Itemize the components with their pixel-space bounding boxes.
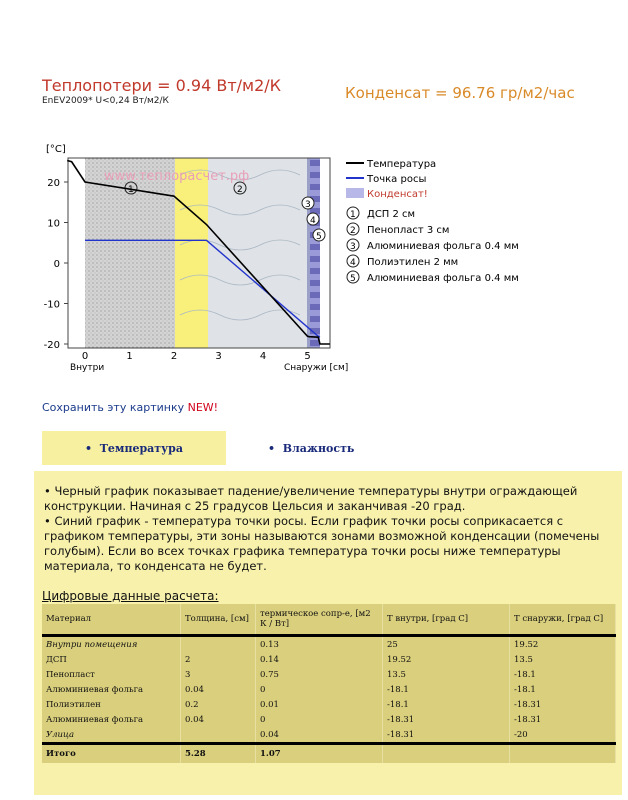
table-row-total [42, 744, 616, 764]
table-cell: -18.1 [510, 682, 616, 697]
col-material: Материал [42, 604, 181, 636]
chart-unit: [°C] [46, 144, 66, 155]
y-tick-label: -20 [43, 340, 60, 351]
x-tick-label: 3 [215, 351, 222, 362]
table-cell: -18.31 [383, 727, 510, 744]
tab-humidity[interactable]: • Влажность [268, 441, 355, 455]
legend-layer-label: Алюминиевая фольга 0.4 мм [367, 273, 519, 284]
table-cell [181, 727, 256, 744]
table-cell: 0 [256, 682, 383, 697]
svg-text:2: 2 [237, 185, 243, 195]
table-row [42, 712, 616, 727]
col-t-inside: Т внутри, [град С] [383, 604, 510, 636]
legend-layer-2 [347, 223, 449, 236]
x-label-outside: Снаружи [см] [284, 363, 349, 373]
info-panel [34, 471, 622, 795]
table-cell: 5.28 [181, 744, 256, 764]
table-cell [383, 744, 510, 764]
table-cell: -18.31 [510, 712, 616, 727]
y-tick-label: 10 [47, 218, 60, 230]
table-cell: 0.04 [181, 682, 256, 697]
table-cell: Улица [42, 727, 181, 744]
table-cell: Алюминиевая фольга [42, 682, 181, 697]
temperature-chart [0, 130, 628, 380]
table-cell: 19.52 [383, 652, 510, 667]
legend-layer-1 [347, 207, 415, 220]
legend-layer-label: Алюминиевая фольга 0.4 мм [367, 241, 519, 252]
tab-humidity-label[interactable]: Влажность [282, 441, 355, 455]
legend-layer-num: 5 [350, 274, 356, 284]
table-cell: 2 [181, 652, 256, 667]
table-cell: Алюминиевая фольга [42, 712, 181, 727]
table-cell: 1.07 [256, 744, 383, 764]
table-row [42, 697, 616, 712]
table-cell: Внутри помещения [42, 636, 181, 653]
x-tick-label: 5 [304, 351, 311, 362]
x-tick-label: 0 [81, 351, 89, 362]
info-paragraph-1: • Черный график показывает падение/увеличение температуры внутри ограждающей конструкции. Начиная с 25 градусов Цельсия и заканчивая -20 град. [44, 484, 578, 513]
table-cell: 0.04 [256, 727, 383, 744]
condensate-title: Конденсат = 96.76 гр/м2/час [345, 84, 575, 102]
norm-subtitle: EnEV2009* U<0,24 Вт/м2/К [42, 96, 169, 106]
table-cell: 0.13 [256, 636, 383, 653]
heat-loss-title: Теплопотери = 0.94 Вт/м2/К [42, 76, 282, 95]
svg-text:5: 5 [316, 232, 322, 242]
legend-condensate: Конденсат! [367, 189, 428, 200]
table-cell: 0.75 [256, 667, 383, 682]
y-tick-label: 20 [47, 178, 60, 189]
x-tick-label: 1 [126, 351, 133, 362]
x-tick-label: 2 [170, 351, 178, 362]
info-paragraph-2: • Синий график - температура точки росы. Если график точки росы соприкасается с графиком температуры, эти зоны называются зонами возможной конденсации (помечены голубым). Если во всех точках графика температура точки росы ниже температуры материала, то конденсата не будет. [44, 514, 600, 573]
table-row [42, 727, 616, 744]
table-cell: ДСП [42, 652, 181, 667]
x-tick-label: 4 [259, 351, 267, 362]
table-cell: Итого [42, 744, 181, 764]
calc-title: Цифровые данные расчета: [42, 589, 219, 603]
legend-temperature: Температура [367, 159, 437, 170]
legend-layer-label: Полиэтилен 2 мм [367, 257, 459, 268]
table-cell: 13.5 [510, 652, 616, 667]
table-cell: -18.1 [383, 697, 510, 712]
table-cell: 25 [383, 636, 510, 653]
svg-text:4: 4 [310, 216, 316, 226]
legend-layer-4 [347, 255, 458, 268]
legend [346, 159, 519, 284]
x-label-inside: Внутри [70, 363, 105, 373]
col-resistance: термическое сопр-е, [м2 К / Вт] [256, 604, 383, 636]
layer-foil [307, 158, 310, 348]
save-image-text[interactable]: Сохранить эту картинку [42, 401, 188, 414]
legend-layer-num: 3 [350, 242, 356, 252]
table-cell: Пенопласт [42, 667, 181, 682]
table-cell: 3 [181, 667, 256, 682]
table-cell: 0.2 [181, 697, 256, 712]
legend-layer-num: 4 [350, 258, 356, 268]
legend-dew-point: Точка росы [367, 174, 427, 185]
table-cell: Полиэтилен [42, 697, 181, 712]
calc-table [42, 604, 616, 763]
chart-watermark: www.теплорасчет.рф [104, 169, 250, 184]
table-cell [510, 744, 616, 764]
legend-layer-num: 1 [350, 210, 356, 220]
table-row [42, 667, 616, 682]
legend-layer-label: ДСП 2 см [367, 209, 416, 220]
table-row [42, 636, 616, 653]
save-image-link[interactable] [42, 401, 218, 414]
tab-temperature-label[interactable]: Температура [99, 441, 183, 455]
col-t-outside: Т снаружи, [град С] [510, 604, 616, 636]
tab-temperature[interactable]: • Температура [42, 431, 226, 465]
col-thickness: Толщина, [см] [181, 604, 256, 636]
table-cell: -18.1 [510, 667, 616, 682]
table-cell: 0.14 [256, 652, 383, 667]
table-row [42, 682, 616, 697]
x-axis [82, 351, 311, 362]
table-row [42, 652, 616, 667]
legend-layer-label: Пенопласт 3 см [367, 225, 450, 236]
legend-layer-5 [347, 271, 519, 284]
legend-layer-3 [347, 239, 519, 252]
table-cell: -20 [510, 727, 616, 744]
table-cell: -18.1 [383, 682, 510, 697]
table-cell: 0.04 [181, 712, 256, 727]
table-cell: 0.01 [256, 697, 383, 712]
svg-text:3: 3 [305, 200, 311, 210]
new-badge: NEW! [187, 401, 219, 414]
svg-text:1: 1 [128, 185, 134, 195]
table-cell: 13.5 [383, 667, 510, 682]
legend-layer-num: 2 [350, 226, 356, 236]
y-tick-label: 0 [53, 259, 60, 270]
layer-foam-yellow [175, 158, 208, 348]
table-cell: 19.52 [510, 636, 616, 653]
y-tick-label: -10 [43, 299, 60, 311]
table-cell: 0 [256, 712, 383, 727]
layer-condensate [310, 158, 320, 348]
y-axis [44, 178, 68, 351]
table-cell [181, 636, 256, 653]
table-cell: -18.31 [383, 712, 510, 727]
table-cell: -18.31 [510, 697, 616, 712]
